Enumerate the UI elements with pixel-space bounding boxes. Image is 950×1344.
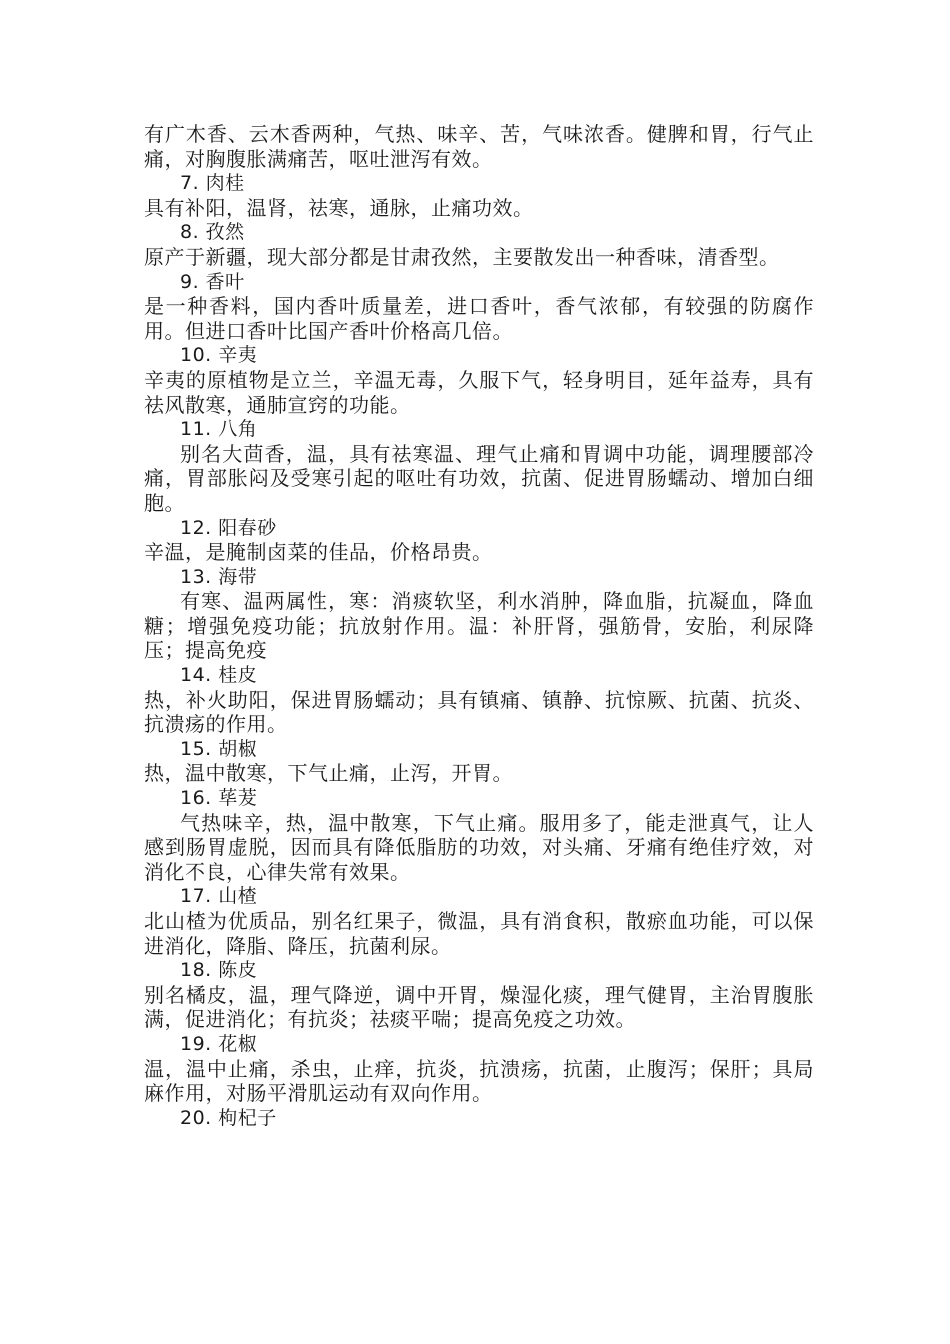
paragraph-yangchunsha: 辛温，是腌制卤菜的佳品，价格昂贵。 [144, 540, 493, 565]
paragraph-bajiao: 别名大茴香，温，具有祛寒温、理气止痛和胃调中功能，调理腰部冷痛，胃部胀闷及受寒引起的呕吐有功效，抗菌、促进胃肠蠕动、增加白细胞。 [144, 441, 814, 515]
heading-chenpi: 18. 陈皮 [180, 959, 258, 982]
document-page [144, 122, 814, 1130]
paragraph-xinyi: 辛夷的原植物是立兰，辛温无毒，久服下气，轻身明目，延年益寿，具有祛风散寒，通肺宣窍的功能。 [144, 367, 814, 417]
heading-yangchunsha: 12. 阳春砂 [180, 516, 277, 539]
heading-huajiao: 19. 花椒 [180, 1032, 258, 1055]
paragraph-muxiang: 有广木香、云木香两种，气热、味辛、苦，气味浓香。健脾和胃，行气止痛，对胸腹胀满痛苦，呕吐泄泻有效。 [144, 122, 814, 171]
heading-gouqizi: 20. 枸杞子 [180, 1106, 277, 1129]
paragraph-xiangye: 是一种香料，国内香叶质量差，进口香叶，香气浓郁，有较强的防腐作用。但进口香叶比国产香叶价格高几倍。 [144, 294, 814, 343]
paragraph-haidai: 有寒、温两属性，寒：消痰软坚，利水消肿，降血脂，抗凝血，降血糖；增强免疫功能；抗放射作用。温：补肝肾，强筋骨，安胎，利尿降压；提高免疫 [144, 589, 814, 663]
heading-guipi: 14. 桂皮 [180, 664, 258, 687]
heading-bajiao: 11. 八角 [180, 418, 258, 441]
paragraph-huajiao: 温，温中止痛，杀虫，止痒，抗炎，抗溃疡，抗菌，止腹泻；保肝；具局麻作用，对肠平滑肌运动有双向作用。 [144, 1056, 814, 1106]
paragraph-ziran: 原产于新疆，现大部分都是甘肃孜然，主要散发出一种香味，清香型。 [144, 244, 780, 269]
heading-rougui: 7. 肉桂 [180, 172, 245, 195]
heading-haidai: 13. 海带 [180, 565, 258, 588]
heading-shanzha: 17. 山楂 [180, 885, 258, 908]
heading-hujiao: 15. 胡椒 [180, 737, 258, 760]
paragraph-hujiao: 热，温中散寒，下气止痛，止泻，开胃。 [144, 761, 513, 786]
heading-ziran: 8. 孜然 [180, 221, 245, 244]
heading-xiangye: 9. 香叶 [180, 270, 245, 293]
heading-biba: 16. 荜茇 [180, 787, 258, 810]
paragraph-rougui: 具有补阳，温肾，祛寒，通脉，止痛功效。 [144, 195, 534, 220]
heading-xinyi: 10. 辛夷 [180, 344, 258, 367]
paragraph-biba: 气热味辛，热，温中散寒，下气止痛。服用多了，能走泄真气，让人感到肠胃虚脱，因而具有降低脂肪的功效，对头痛、牙痛有绝佳疗效，对消化不良，心律失常有效果。 [144, 810, 814, 884]
paragraph-guipi: 热，补火助阳，保进胃肠蠕动；具有镇痛、镇静、抗惊厥、抗菌、抗炎、抗溃疡的作用。 [144, 687, 814, 737]
paragraph-chenpi: 别名橘皮，温，理气降逆，调中开胃，燥湿化痰，理气健胃，主治胃腹胀满，促进消化；有抗炎；祛痰平喘；提高免疫之功效。 [144, 982, 814, 1032]
paragraph-shanzha: 北山楂为优质品，别名红果子，微温，具有消食积，散瘀血功能，可以保进消化，降脂、降压，抗菌利尿。 [144, 909, 814, 958]
